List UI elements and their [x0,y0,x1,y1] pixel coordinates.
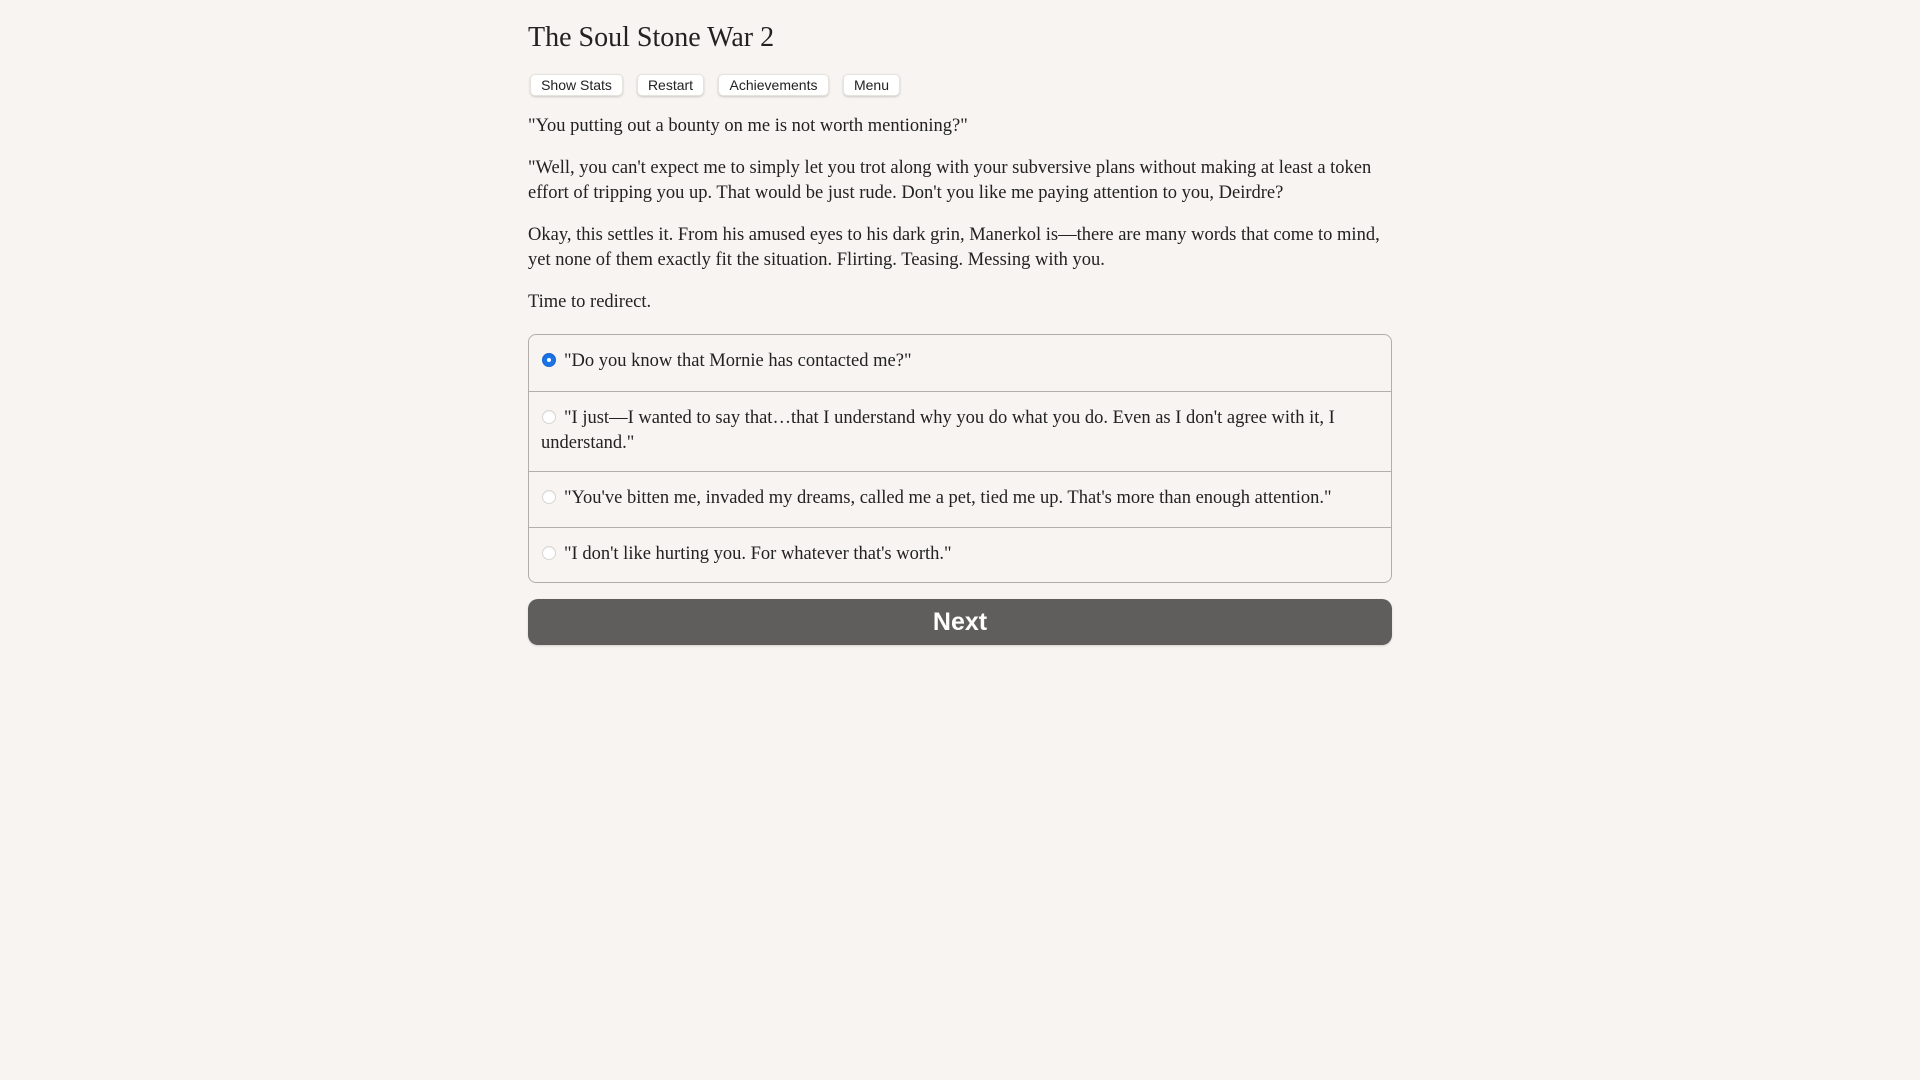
restart-button[interactable]: Restart [637,74,704,96]
choice-option-understand[interactable] [529,391,1391,471]
story-paragraph: "You putting out a bounty on me is not worth mentioning?" [528,116,968,136]
achievements-button[interactable]: Achievements [718,74,829,96]
radio-unselected-icon[interactable] [542,490,556,504]
choice-label: "I just—I wanted to say that…that I understand why you do what you do. Even as I don't agree with it, I understand." [541,408,1335,453]
choice-option-hurting[interactable] [529,527,1391,582]
story-text [528,114,1392,332]
choice-label: "Do you know that Mornie has contacted me?" [564,351,912,371]
choice-option-enough-attention[interactable] [529,471,1391,527]
choice-label: "You've bitten me, invaded my dreams, called me a pet, tied me up. That's more than enough attention." [564,488,1332,508]
radio-selected-icon[interactable] [542,353,556,367]
radio-unselected-icon[interactable] [542,546,556,560]
show-stats-button[interactable]: Show Stats [530,74,623,96]
next-button[interactable]: Next [528,599,1392,645]
radio-unselected-icon[interactable] [542,410,556,424]
story-paragraph: Okay, this settles it. From his amused eyes to his dark grin, Manerkol is—there are many words that come to mind, yet none of them exactly fit the situation. Flirting. Teasing. Messing with you. [528,225,1380,270]
menu-button[interactable]: Menu [843,74,900,96]
page-title: The Soul Stone War 2 [528,22,775,53]
story-paragraph: Time to redirect. [528,292,652,312]
choice-option-mornie[interactable] [529,335,1391,391]
choice-label: "I don't like hurting you. For whatever that's worth." [564,544,952,564]
story-paragraph: "Well, you can't expect me to simply let you trot along with your subversive plans without making at least a token effort of tripping you up. That would be just rude. Don't you like me paying attention to you, Deirdre? [528,158,1372,203]
choice-list [528,334,1392,583]
